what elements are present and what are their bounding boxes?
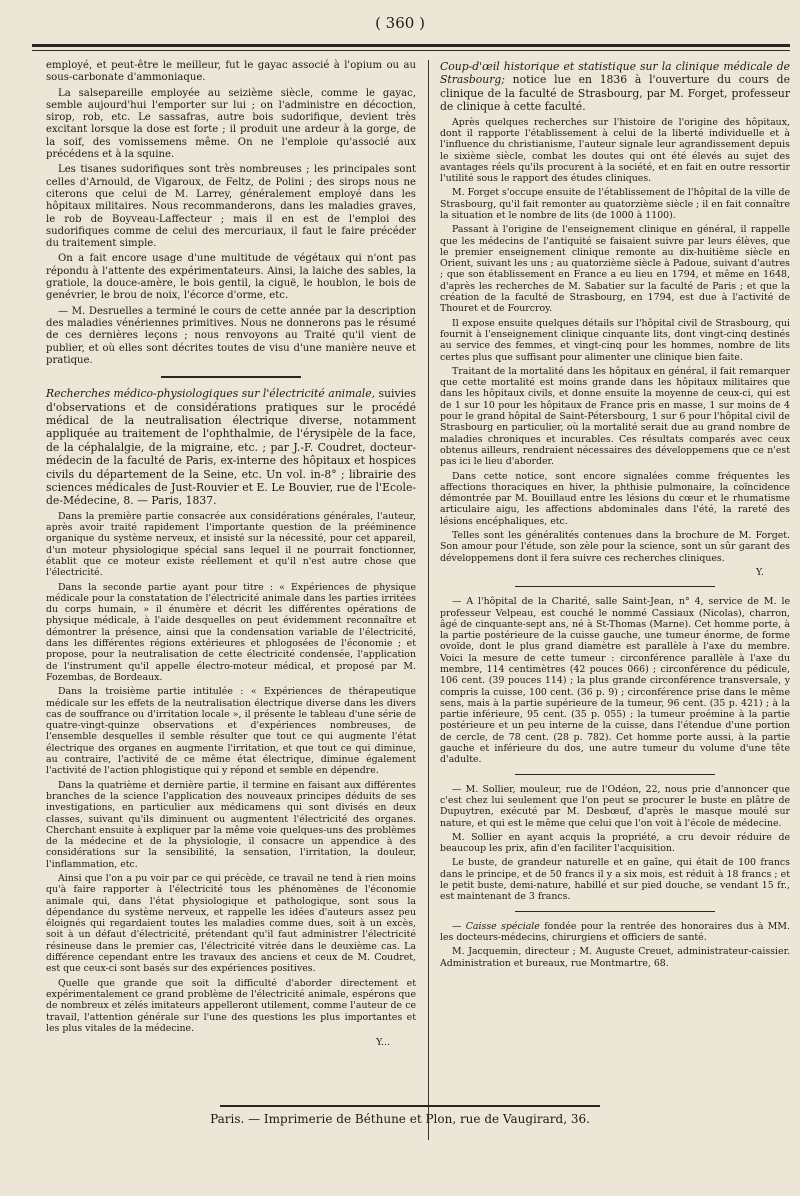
- review-details: suivies d'observations et de considérations pratiques sur le procédé médical de la neutralisation électrique diverse, notamment appliquée au traitement de l'ophthalmie, de l'érysipèle de la face, de la céphalalgie, de la migraine, etc. ; par J.-F. Coudret, docteur-médecin de la faculté de Paris, ex-interne des hôpitaux et hospices civils du département de la Seine, etc. Un vol. in-8° ; librairie des sciences médicales de Just-Rouvier et E. Le Bouvier, rue de l'Ecole-de-Médecine, 8. — Paris, 1837.: [46, 387, 416, 508]
- paragraph: Le buste, de grandeur naturelle et en gaîne, qui était de 100 francs dans le principe, et de 50 francs il y a six mois, est réduit à 18 francs ; et le petit buste, demi-nature, habillé et sur pied douche, se vendant 15 fr., est maintenant de 3 francs.: [440, 857, 790, 903]
- paragraph: — M. Desruelles a terminé le cours de cette année par la description des maladies vénériennes primitives. Nous ne donnerons pas le résumé de ces dernières leçons ; nous renvoyons au Traité qu'il vient de publier, et où elles sont décrites toutes de visu d'une manière neuve et pratique.: [46, 305, 416, 366]
- section-separator: [161, 376, 301, 378]
- paragraph: Passant à l'origine de l'enseignement clinique en général, il rappelle que les médecins de l'antiquité se faisaient suivre par leurs élèves, que le premier enseignement clinique remonte au dix-huitième siècle en Orient, suivant les uns ; au quatorzième siècle à Padoue, suivant d'autres ; que son établissement en France a eu lieu en 1794, et même en 1648, d'après les recherches de M. Sabatier sur la faculté de Paris ; et que la création de la faculté de Strasbourg, en 1794, est due à l'activité de Thouret et de Fourcroy.: [440, 224, 790, 315]
- paragraph: M. Forget s'occupe ensuite de l'établissement de l'hôpital de la ville de Strasbourg, qu'il fait remonter au quatorzième siècle ; il en fait connaître la situation et le nombre de lits (de 1000 à 1100).: [440, 187, 790, 221]
- paragraph: Dans la première partie consacrée aux considérations générales, l'auteur, après avoir traité rapidement l'importante question de la prééminence organique du système nerveux, et insisté sur la nécessité, pour cet appareil, d'un moteur physiologique spécial sans lequel il ne pourrait fonctionner, établit que ce moteur existe réellement et qu'il n'est autre chose que l'électricité.: [46, 510, 416, 579]
- section-separator: [515, 774, 715, 775]
- paragraph: [440, 921, 790, 944]
- paragraph: Dans la seconde partie ayant pour titre : « Expériences de physique médicale pour la constatation de l'électricité animale dans les parties irritées du corps humain, » il énumère et décrit les différentes opérations de physique médicale, à l'aide desquelles on peut évidemment reconnaître et démontrer la présence, ainsi que la condensation variable de l'électricité, dans les différentes régions extérieures et phlogosées de l'économie ; et propose, pour la neutralisation de cette électricité condensée, l'application de l'instrument qu'il appelle électro-moteur médical, et proposé par M. Fozembas, de Bordeaux.: [46, 581, 416, 683]
- paragraph: Quelle que grande que soit la difficulté d'aborder directement et expérimentalement ce grand problème de l'électricité animale, espérons que de nombreux et zélés imitateurs appelleront utilement, comme l'auteur de ce travail, l'attention générale sur l'une des questions les plus importantes et les plus vitales de la médecine.: [46, 977, 416, 1034]
- paragraph: — A l'hôpital de la Charité, salle Saint-Jean, n° 4, service de M. le professeur Velpeau, est couché le nommé Cassiaux (Nicolas), charron, âgé de cinquante-sept ans, né à St-Thomas (Marne). Cet homme porte, à la partie postérieure de la cuisse gauche, une tumeur énorme, de forme ovoïde, dont le plus grand diamètre est parallèle à l'axe du membre. Voici la mesure de cette tumeur : circonférence parallèle à l'axe du membre, 114 centimètres (42 pouces 066) ; circonférence du pédicule, 106 cent. (39 pouces 114) ; la plus grande circonférence transversale, y compris la cuisse, 100 cent. (36 p. 9) ; circonférence prise dans le même sens, mais à la partie supérieure de la tumeur, 96 cent. (35 p. 421) ; à la partie inférieure, 95 cent. (35 p. 055) ; la tumeur proémine à la partie postérieure et un peu interne de la cuisse, dans l'étendue d'une portion de cercle, de 78 cent. (28 p. 782). Cet homme porte aussi, à la partie gauche et inférieure du dos, une autre tumeur du volume d'une tête d'adulte.: [440, 596, 790, 766]
- right-column: [440, 60, 790, 972]
- notice-body: [440, 117, 790, 579]
- section-separator: [515, 911, 715, 912]
- footer-rule: [220, 1105, 600, 1107]
- paragraph: employé, et peut-être le meilleur, fut le gayac associé à l'opium ou au sous-carbonate d'ammoniaque.: [46, 60, 416, 84]
- paragraph: La salsepareille employée au seizième siècle, comme le gayac, semble aujourd'hui l'emporter sur lui ; on l'administre en décoction, sirop, rob, etc. Le sassafras, autre bois sudorifique, devient très excitant lorsque la dose est forte ; il produit une ardeur à la gorge, de la soif, des vomissemens même. On ne l'emploie qu'associé aux précédens et à la squine.: [46, 87, 416, 161]
- paragraph: — M. Sollier, mouleur, rue de l'Odéon, 22, nous prie d'annoncer que c'est chez lui seulement que l'on peut se procurer le buste en plâtre de Dupuytren, exécuté par M. Desbœuf, d'après le masque moulé sur nature, et qui est le même que celui que l'on voit à l'école de médecine.: [440, 783, 790, 829]
- paragraph: Dans la troisième partie intitulée : « Expériences de thérapeutique médicale sur les effets de la neutralisation électrique diverse dans les divers cas de souffrance ou d'irritation locale », il présente le tableau d'une série de quatre-vingt-quinze observations et d'expériences nombreuses, de l'ensemble desquelles il semble résulter que tout ce qui augmente l'état électrique des organes en augmente l'irritation, et que tout ce qui diminue, au contraire, l'activité de ce même état électrique, diminue également l'activité de l'action phlogistique qui y répond et semble en dépendre.: [46, 686, 416, 777]
- notice-text: fondée pour la rentrée des honoraires dus à MM. les docteurs-médecins, chirurgiens et officiers de santé.: [440, 920, 790, 943]
- review-title: Recherches médico-physiologiques sur l'électricité animale,: [46, 387, 376, 401]
- header-rule-thin: [32, 50, 790, 51]
- notice-title: Coup-d'œil historique et statistique sur la clinique médicale de Strasbourg;: [440, 60, 790, 87]
- left-column: [46, 60, 416, 1048]
- news-items: [440, 596, 790, 969]
- notice-lead: — Caisse spéciale: [452, 920, 540, 932]
- paragraph: Il expose ensuite quelques détails sur l'hôpital civil de Strasbourg, qui fournit à l'enseignement clinique cinquante lits, dont vingt-cinq destinés au service des femmes, et vingt-cinq pour les hommes, nombre de lits certes plus que suffisant pour alimenter une clinique bien faite.: [440, 317, 790, 363]
- header-rule-thick: [32, 44, 790, 47]
- paragraph: Ainsi que l'on a pu voir par ce qui précède, ce travail ne tend à rien moins qu'à faire rapporter à l'électricité tous les phénomènes de l'économie animale qui, dans l'état physiologique et pathologique, sont sous la dépendance du système nerveux, et rappelle les idées d'auteurs assez peu éloignés qui regardaient toutes les maladies comme dues, soit à un excès, soit à un défaut d'électricité, prétendant qu'il faut administrer l'électricité résineuse dans le premier cas, l'électricité vitrée dans le deuxième cas. La différence cependant entre les travaux des anciens et ceux de M. Coudret, est que ceux-ci sont basés sur des expériences positives.: [46, 872, 416, 975]
- paragraph: Après quelques recherches sur l'histoire de l'origine des hôpitaux, dont il rapporte l'établissement à celui de la liberté individuelle et à l'influence du christianisme, l'auteur signale leur agrandissement depuis le sixième siècle, combat les doutes qui ont été élevés au sujet des avantages réels qu'ils procurent à la société, et en fait en outre ressortir l'utilité sous le rapport des études cliniques.: [440, 116, 790, 185]
- notice-details: notice lue en 1836 à l'ouverture du cours de clinique de la faculté de Strasbourg, par M. Forget, professeur de clinique à cette faculté.: [440, 73, 790, 114]
- paragraph: Dans cette notice, sont encore signalées comme fréquentes les affections thoraciques en hiver, la phthisie pulmonaire, la coïncidence démontrée par M. Bouillaud entre les lésions du cœur et le rhumatisme articulaire aigu, les affections abdominales dans l'été, la rareté des lésions encéphaliques, etc.: [440, 470, 790, 527]
- paragraph: Les tisanes sudorifiques sont très nombreuses ; les principales sont celles d'Arnould, de Vigaroux, de Feltz, de Polini ; des sirops nous ne citerons que celui de M. Larrey, généralement employé dans les hôpitaux militaires. Nous recommanderons, dans les maladies graves, le rob de Boyveau-Laffecteur ; mais il en est de l'emploi des sudorifiques comme de celui des mercuriaux, il faut le faire précéder du traitement simple.: [46, 164, 416, 250]
- review-heading: [46, 387, 416, 508]
- page-number: ( 360 ): [375, 14, 425, 32]
- paragraph: Telles sont les généralités contenues dans la brochure de M. Forget. Son amour pour l'étude, son zèle pour la science, sont un sûr garant des développemens dont il fera suivre ces recherches cliniques.: [440, 530, 790, 564]
- paragraph: M. Sollier en ayant acquis la propriété, a cru devoir réduire de beaucoup les prix, afin d'en faciliter l'acquisition.: [440, 831, 790, 855]
- section-separator: [515, 586, 715, 587]
- paragraph: Traitant de la mortalité dans les hôpitaux en général, il fait remarquer que cette mortalité est moins grande dans les hôpitaux militaires que dans les hôpitaux civils, et donne ensuite la moyenne de ceux-ci, qui est de 1 sur 10 pour les hôpitaux de France pris en masse, 1 sur moins de 4 pour le grand hôpital de Saint-Pétersbourg, 1 sur 6 pour l'hôpital civil de Strasbourg en particulier, où la mortalité serait due au grand nombre de maladies chroniques et incurables. Ces résultats comparés avec ceux obtenus ailleurs, rendraient nécessaires des développemens que ce n'est pas ici le lieu d'aborder.: [440, 365, 790, 468]
- signature: Y.: [756, 566, 764, 578]
- paragraph: M. Jacquemin, directeur ; M. Auguste Creuet, administrateur-caissier. Administration et bureaux, rue Montmartre, 68.: [440, 946, 790, 969]
- review-body: [46, 511, 416, 1049]
- signature: Y...: [376, 1037, 390, 1049]
- paragraph: Dans la quatrième et dernière partie, il termine en faisant aux différentes branches de la science l'application des nouveaux principes déduits de ses investigations, en particulier aux médicamens qui sont divisés en deux classes, suivant qu'ils diminuent ou augmentent l'électricité des organes. Cherchant ensuite à expliquer par la même voie quelques-uns des problèmes de la médecine et de la physiologie, il consacre un appendice à des considérations sur la sensibilité, la sensation, l'irritation, la douleur, l'inflammation, etc.: [46, 779, 416, 870]
- notice-heading: [440, 60, 790, 114]
- paragraph: On a fait encore usage d'une multitude de végétaux qui n'ont pas répondu à l'attente des expérimentateurs. Ainsi, la laiche des sables, la gratiole, la douce-amère, le bois gentil, la ciguë, le houblon, le bois de genévrier, le brou de noix, l'écorce d'orme, etc.: [46, 253, 416, 302]
- imprint-line: Paris. — Imprimerie de Béthune et Plon, rue de Vaugirard, 36.: [210, 1112, 590, 1126]
- column-divider: [428, 60, 429, 1140]
